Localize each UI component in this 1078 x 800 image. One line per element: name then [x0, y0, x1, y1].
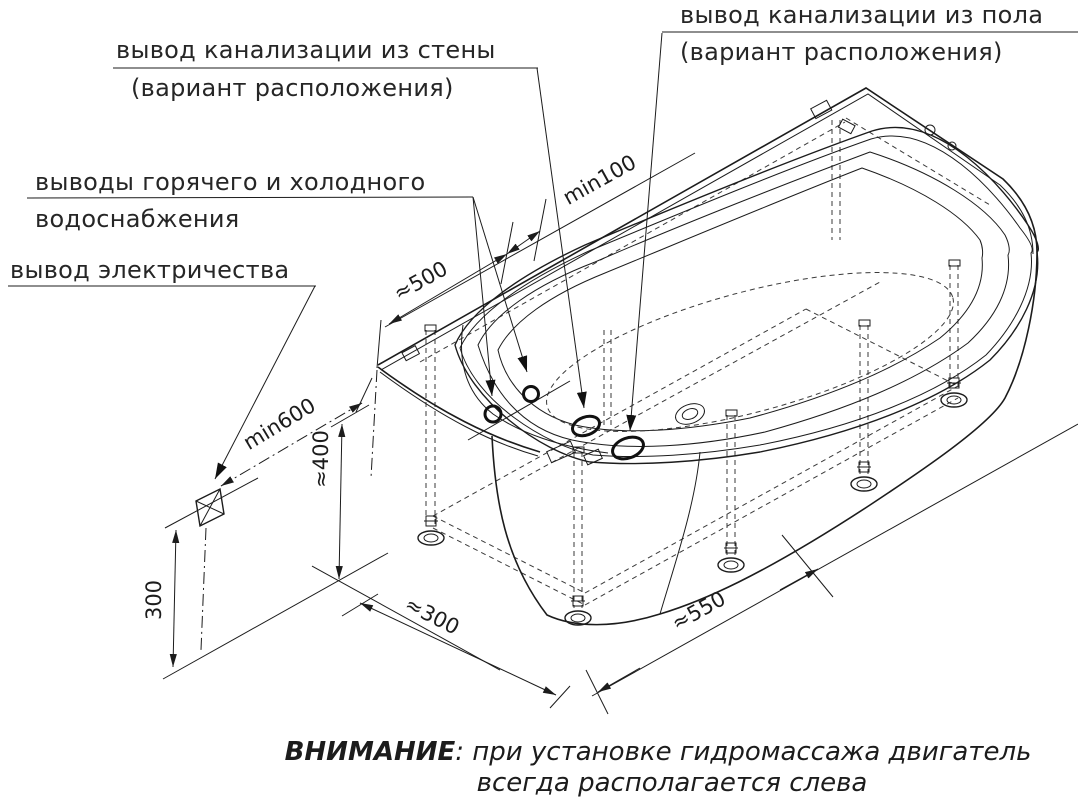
dim-300-floor: ≈300 — [401, 591, 464, 640]
cold-water-outlet-marker — [524, 387, 539, 402]
drain-hole — [673, 400, 708, 428]
electricity-label: вывод электричества — [10, 256, 290, 284]
attention-note-line1: ВНИМАНИЕ: при установке гидромассажа двигатель — [284, 737, 1032, 767]
dim-400: ≈400 — [309, 430, 333, 488]
wall-drain-marker — [570, 413, 602, 439]
wall-drain-label-line1: вывод канализации из стены — [116, 36, 496, 64]
dim-min100: min100 — [558, 150, 641, 210]
water-supply-label-line1: выводы горячего и холодного — [35, 168, 426, 196]
dim-min600: min600 — [239, 393, 320, 455]
dim-300-height: 300 — [142, 579, 166, 621]
attention-note — [285, 737, 1032, 798]
dim-550: ≈550 — [667, 586, 730, 636]
floor-drain-label-line1: вывод канализации из пола — [680, 1, 1044, 29]
callout-labels — [8, 1, 1078, 286]
water-supply-label-line2: водоснабжения — [35, 205, 240, 233]
bathtub-body — [378, 88, 1038, 625]
outlet-markers — [485, 387, 646, 463]
electrical-outlet-symbol — [196, 489, 224, 526]
attention-note-line2: всегда располагается слева — [476, 768, 868, 798]
dim-500: ≈500 — [389, 256, 452, 306]
wall-drain-label-line2: (вариант расположения) — [131, 74, 454, 102]
floor-drain-marker — [610, 433, 647, 463]
support-frame-hidden-lines — [418, 120, 967, 625]
floor-drain-label-line2: (вариант расположения) — [680, 38, 1003, 66]
